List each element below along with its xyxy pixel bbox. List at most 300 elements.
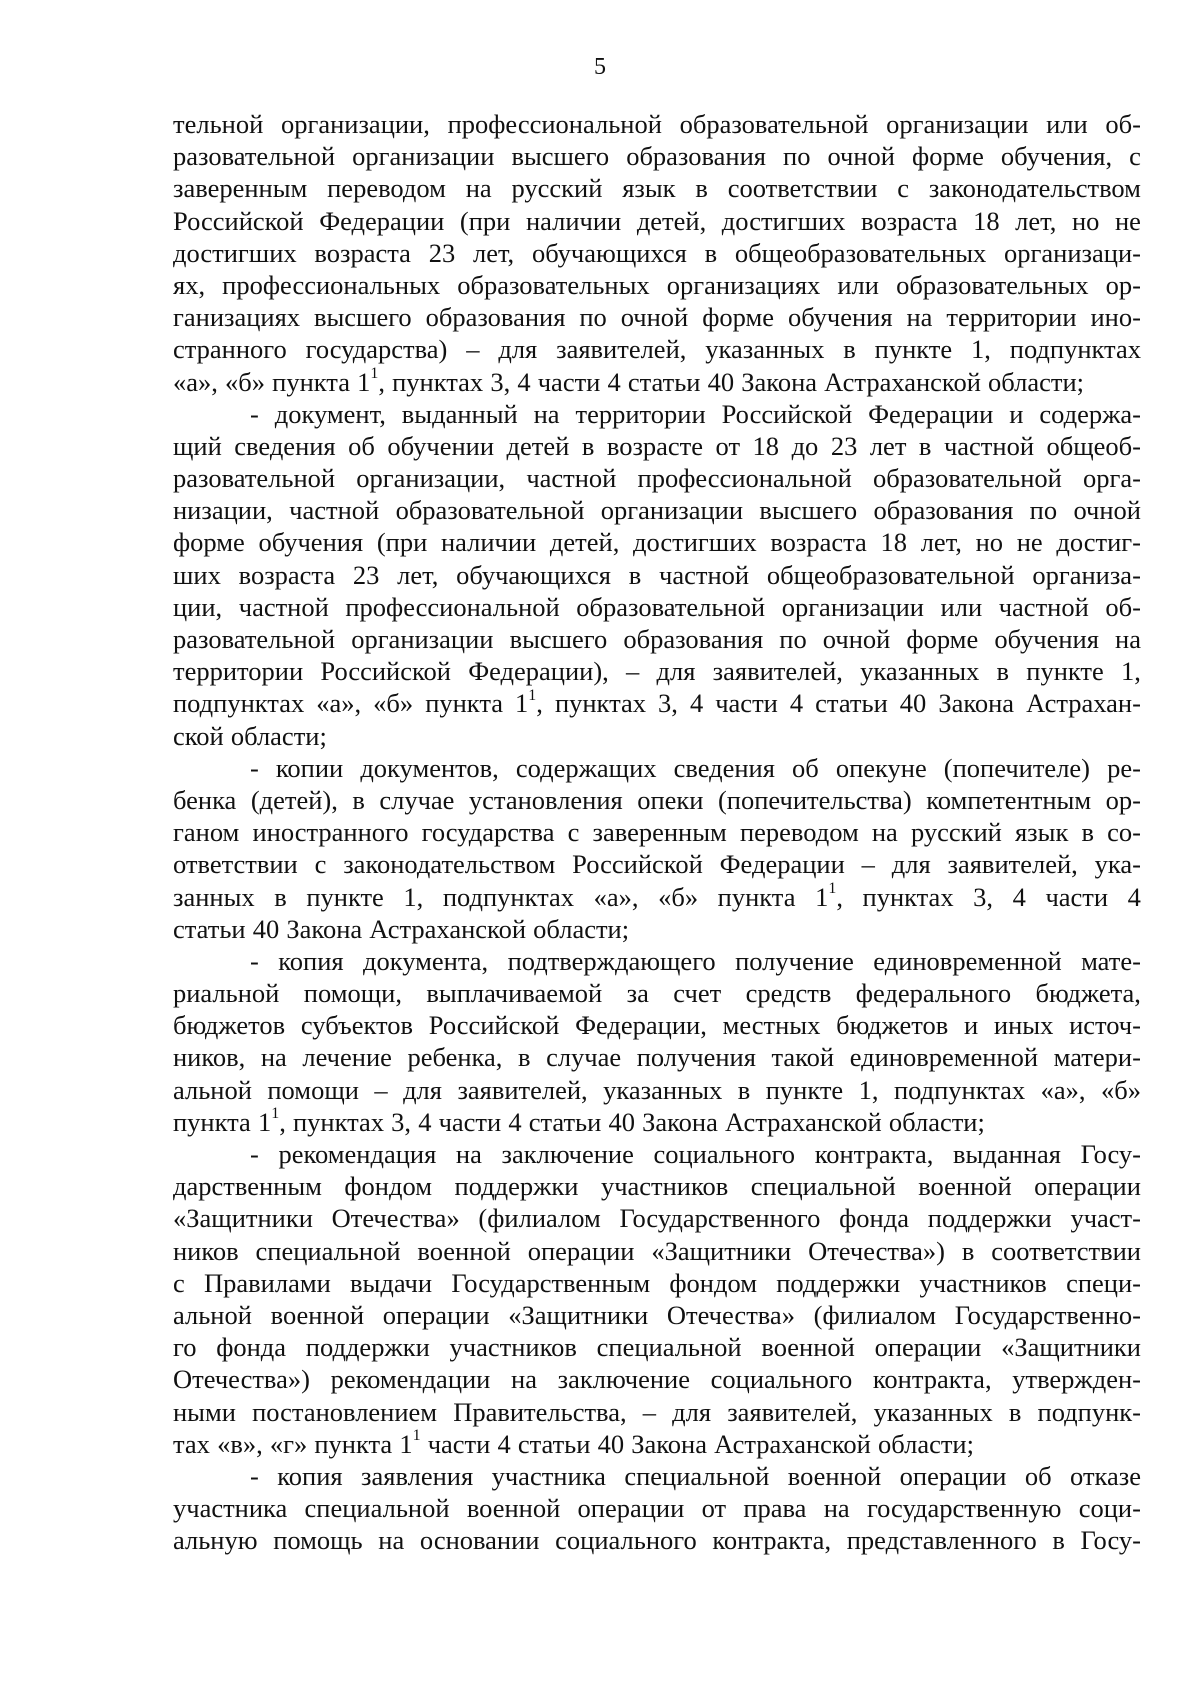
word: по xyxy=(1029,495,1058,526)
word: выдачи xyxy=(350,1267,433,1298)
word: документ, xyxy=(274,398,386,429)
word: на xyxy=(455,1139,482,1169)
word: документов, xyxy=(360,752,499,783)
word: утвержден- xyxy=(1012,1364,1141,1395)
word: отказе xyxy=(1070,1460,1141,1491)
word: в xyxy=(517,1042,531,1073)
word: организаци- xyxy=(1004,237,1141,268)
word: альной xyxy=(173,1074,252,1105)
word: 3, xyxy=(490,366,511,397)
text-line xyxy=(173,623,1141,655)
word: наличии xyxy=(525,205,622,236)
text-line xyxy=(173,1492,1141,1524)
word: образовательных xyxy=(457,269,650,300)
word: высшего xyxy=(509,624,608,654)
text-line xyxy=(173,494,1141,526)
word: частной xyxy=(943,430,1034,461)
word: части xyxy=(715,688,778,719)
word: единовременной xyxy=(849,1042,1039,1073)
word: на xyxy=(823,1493,850,1524)
text-line xyxy=(173,1138,1141,1170)
word: общеобразовательных xyxy=(734,237,987,268)
word: организации, xyxy=(280,109,430,139)
text-line xyxy=(173,462,1141,494)
word: Российской xyxy=(320,656,451,687)
word: альную xyxy=(173,1525,258,1556)
word: фондом xyxy=(669,1267,757,1298)
word: Федерации, xyxy=(575,1010,707,1041)
word: (филиалом xyxy=(478,1203,601,1234)
word: Госу- xyxy=(1080,1525,1141,1556)
word: 3, xyxy=(391,1106,412,1137)
word: государства) xyxy=(305,334,448,365)
word: специ- xyxy=(1066,1267,1141,1298)
word: в xyxy=(352,784,365,815)
word: до xyxy=(791,430,819,461)
word: ников, xyxy=(173,1042,246,1073)
word: - xyxy=(250,1460,259,1491)
word: 1, xyxy=(1121,656,1141,687)
word: операции xyxy=(1034,1171,1141,1202)
word: Астраханской xyxy=(824,366,981,397)
word: пункте xyxy=(306,881,384,912)
word: ре- xyxy=(1107,752,1141,783)
word: Астраханской xyxy=(714,1428,871,1459)
word: высшего xyxy=(511,141,610,172)
word: по xyxy=(779,624,807,654)
word: для xyxy=(498,334,538,365)
word: очной xyxy=(1073,495,1141,526)
word: ука- xyxy=(1094,849,1141,880)
word: высшего xyxy=(759,495,858,526)
word: для xyxy=(403,1074,442,1105)
word: форме xyxy=(702,302,774,333)
word: очной xyxy=(822,624,891,654)
word: социального xyxy=(710,1364,853,1395)
word: «б» xyxy=(225,366,266,397)
word: возрасте xyxy=(606,430,704,461)
word: пункте xyxy=(1026,656,1104,687)
text-line xyxy=(173,108,1141,140)
word: постановлением xyxy=(252,1396,438,1427)
word: помощь xyxy=(273,1525,363,1556)
word: об xyxy=(1024,1460,1052,1491)
word: ской xyxy=(173,720,224,751)
word: «а», xyxy=(316,688,362,719)
word: пунктах xyxy=(292,1106,385,1137)
word: для xyxy=(891,849,931,880)
word: заявителей, xyxy=(457,1074,588,1105)
word: - xyxy=(250,398,259,429)
word: пунктах xyxy=(392,366,484,397)
word: «а», xyxy=(1040,1074,1086,1105)
word: указанных xyxy=(873,1396,993,1427)
word: лет, xyxy=(920,527,962,558)
text-line xyxy=(173,1428,1141,1460)
word: лет xyxy=(869,430,907,461)
word: опеки xyxy=(637,784,704,815)
word: копия xyxy=(278,945,344,976)
word: (при xyxy=(376,527,428,558)
word: разовательной xyxy=(173,141,336,172)
word: 4 xyxy=(689,688,704,719)
word: об- xyxy=(1105,591,1141,622)
word: – xyxy=(861,849,875,880)
word: но xyxy=(975,527,1004,558)
word: заключение xyxy=(501,1139,634,1169)
word: документа, xyxy=(363,945,489,976)
word: указанных xyxy=(603,1074,723,1105)
word: орга- xyxy=(1082,463,1141,494)
word: подпунктах xyxy=(442,881,575,912)
word: лет, xyxy=(472,237,515,268)
word: Госу- xyxy=(1080,1139,1141,1169)
word: заявления xyxy=(361,1460,474,1491)
text-line xyxy=(173,269,1141,301)
word: с xyxy=(567,817,580,848)
word: организации, xyxy=(356,463,506,494)
word: разовательной xyxy=(173,463,336,494)
word: обучения xyxy=(994,624,1099,654)
word: Правилами xyxy=(204,1267,331,1298)
word: ор- xyxy=(1105,784,1141,815)
word: «Защитники xyxy=(651,1235,792,1266)
word: фондом xyxy=(344,1171,432,1202)
word: заверенным xyxy=(173,173,308,204)
word: соци- xyxy=(1078,1493,1141,1524)
text-line xyxy=(173,205,1141,237)
word: тельной xyxy=(173,109,264,139)
word: детей, xyxy=(549,527,620,558)
word: участников xyxy=(919,1267,1047,1298)
word: ции, xyxy=(173,591,223,622)
word: тах xyxy=(173,1428,210,1459)
word: русский xyxy=(910,817,1002,848)
word: пункте xyxy=(874,334,953,365)
word: области; xyxy=(878,1428,974,1459)
word: пункта xyxy=(314,1428,393,1459)
word: Российской xyxy=(428,1010,560,1041)
word: профессиональной xyxy=(447,109,662,139)
word: государственную xyxy=(866,1493,1062,1524)
word: фонда xyxy=(216,1332,287,1363)
word: достигших xyxy=(721,205,846,236)
word: Российской xyxy=(721,398,853,429)
word: бюджетов xyxy=(836,1010,949,1041)
word: поддержки xyxy=(776,1267,901,1298)
word: образовательной xyxy=(576,591,766,622)
word: возраста xyxy=(314,237,411,268)
word: специальной xyxy=(750,1171,896,1202)
word: достигших xyxy=(173,237,297,268)
word: подпунктах xyxy=(893,1074,1026,1105)
word: профессиональной xyxy=(637,463,852,494)
word: подтверждающего xyxy=(507,945,716,976)
word: выданный xyxy=(401,398,518,429)
word: заявителей, xyxy=(947,849,1078,880)
word: организации xyxy=(781,591,924,622)
word: участников xyxy=(449,1332,577,1363)
word: 40 xyxy=(252,913,280,944)
word: Отечества» xyxy=(666,1299,795,1330)
word: – xyxy=(466,334,480,365)
text-line xyxy=(173,1202,1141,1234)
word: социального xyxy=(555,1525,697,1556)
word: или xyxy=(837,269,879,300)
word: не xyxy=(1016,527,1043,558)
word: 18 xyxy=(752,430,780,461)
word: общеобразовательной xyxy=(766,559,1015,590)
word: области; xyxy=(888,1106,985,1137)
word: Отечества») xyxy=(173,1364,310,1395)
word: лет, xyxy=(1015,205,1057,236)
word: случае xyxy=(379,784,455,815)
page-number: 5 xyxy=(594,54,606,80)
word: специальной xyxy=(624,1460,770,1491)
word: федерального xyxy=(855,978,1012,1009)
text-line xyxy=(173,945,1141,977)
text-line xyxy=(173,301,1141,333)
word: Отечества») xyxy=(808,1235,945,1266)
word: 3, xyxy=(658,688,678,719)
word: Астраханской xyxy=(369,913,527,944)
word: организации xyxy=(352,141,495,172)
word: с xyxy=(314,849,327,880)
text-line xyxy=(173,1267,1141,1299)
word: переводом xyxy=(327,173,446,204)
word: частной xyxy=(659,559,750,590)
text-line xyxy=(173,1009,1141,1041)
text-line xyxy=(173,1106,1141,1138)
word: статьи xyxy=(528,1106,602,1137)
word: военной xyxy=(466,1493,561,1524)
word: указанных xyxy=(860,656,980,687)
word: 23 xyxy=(352,559,380,590)
word: или xyxy=(1046,109,1088,139)
word: 40 xyxy=(707,366,735,397)
word: в xyxy=(996,656,1010,687)
word: частной xyxy=(526,463,617,494)
word: организациях xyxy=(666,269,821,300)
word: ях, xyxy=(173,269,206,300)
word: - xyxy=(250,945,259,976)
word: 4 xyxy=(1127,881,1141,912)
word: в xyxy=(628,559,642,590)
word: Государственным xyxy=(451,1267,651,1298)
word: «а», xyxy=(593,881,639,912)
word: в xyxy=(843,334,856,365)
word: (при xyxy=(459,205,511,236)
word: установления xyxy=(468,784,623,815)
text-line xyxy=(173,333,1141,365)
word: но xyxy=(1071,205,1100,236)
word: об xyxy=(792,752,819,783)
word: Государственного xyxy=(619,1203,821,1234)
text-line xyxy=(173,1363,1141,1395)
word: в xyxy=(1052,1525,1065,1556)
word: в xyxy=(737,1074,751,1105)
word: заверенным xyxy=(592,817,727,848)
word: низации, xyxy=(173,495,273,526)
word: Правительства, xyxy=(453,1396,627,1427)
word: государства xyxy=(421,817,555,848)
word: Федерации xyxy=(868,398,994,429)
word: на xyxy=(533,398,560,429)
word: компетентным xyxy=(926,784,1092,815)
word: законодательством xyxy=(343,849,556,880)
text-line xyxy=(173,1170,1141,1202)
word: области; xyxy=(230,720,327,751)
word: очной xyxy=(620,302,689,333)
word: бюджетов xyxy=(173,1010,286,1041)
word: представленного xyxy=(846,1525,1037,1556)
text-line xyxy=(173,172,1141,204)
word: Закона xyxy=(631,1428,707,1459)
word: и xyxy=(1009,398,1024,429)
word: рекомендации xyxy=(330,1364,491,1395)
word: и xyxy=(963,1010,979,1041)
word: содержащих xyxy=(515,752,657,783)
word: с xyxy=(1129,141,1141,172)
word: 4 xyxy=(497,1428,511,1459)
word: территории xyxy=(946,302,1077,333)
text-line xyxy=(173,1396,1141,1428)
word: ганизациях xyxy=(173,302,301,333)
word: частной xyxy=(289,495,380,526)
word: форме xyxy=(912,141,984,172)
word: Астраханской xyxy=(725,1106,882,1137)
word: с xyxy=(897,173,910,204)
word: в xyxy=(918,430,932,461)
word: участ- xyxy=(1070,1203,1141,1234)
word: единовременной xyxy=(873,945,1062,976)
word: пункта xyxy=(272,366,350,397)
word: образования xyxy=(623,624,764,654)
word: лечение xyxy=(302,1042,392,1073)
word: Закона xyxy=(286,913,363,944)
word: 40 xyxy=(597,1428,625,1459)
word: субъектов xyxy=(300,1010,413,1041)
word: очной xyxy=(827,141,895,172)
word: детей xyxy=(506,430,570,461)
word: частной xyxy=(998,591,1089,622)
word: разовательной xyxy=(173,624,336,654)
word: образования xyxy=(626,141,766,172)
word: достигших xyxy=(633,527,757,558)
word: статьи xyxy=(173,913,246,944)
word: специальной xyxy=(255,1235,401,1266)
word: язык xyxy=(622,173,676,204)
word: ответствии xyxy=(173,849,298,880)
word: организации xyxy=(351,624,494,654)
word: обучения xyxy=(787,302,893,333)
text-line xyxy=(173,140,1141,172)
word: операции xyxy=(577,1493,685,1524)
word: ших xyxy=(173,559,221,590)
word: части xyxy=(1045,881,1109,912)
word: поддержки xyxy=(927,1203,1052,1234)
word: ганом xyxy=(173,817,240,848)
word: (попечителе) xyxy=(943,752,1090,783)
word: язык xyxy=(1014,817,1069,848)
word: бюджета, xyxy=(1035,978,1141,1009)
word: пунктах xyxy=(862,881,954,912)
word: организации xyxy=(600,495,744,526)
word: частной xyxy=(238,591,329,622)
word: 4 xyxy=(607,366,621,397)
word: заключение xyxy=(557,1364,690,1395)
word: в xyxy=(274,881,287,912)
word: лет, xyxy=(397,559,439,590)
word: опекуне xyxy=(835,752,927,783)
word: права xyxy=(743,1493,807,1524)
word: на xyxy=(465,173,492,204)
word: выплачиваемой xyxy=(426,978,603,1009)
word: Федерации), xyxy=(468,656,609,687)
word: Федерации xyxy=(719,849,845,880)
word: части xyxy=(438,1106,502,1137)
text-line xyxy=(173,237,1141,269)
word: матери- xyxy=(1053,1042,1141,1073)
word: 23 xyxy=(428,237,456,268)
word: копии xyxy=(275,752,344,783)
word: обучающихся xyxy=(531,237,687,268)
word: участника xyxy=(173,1493,288,1524)
word: 23 xyxy=(830,430,858,461)
word: альной xyxy=(173,1299,252,1330)
word: «г» xyxy=(269,1428,308,1459)
word: заявителей, xyxy=(712,656,843,687)
word: от xyxy=(701,1493,727,1524)
text-line xyxy=(173,398,1141,430)
word: на xyxy=(871,817,898,848)
word: пункте xyxy=(765,1074,844,1105)
word: военной xyxy=(761,1332,855,1363)
word: возраста xyxy=(770,527,867,558)
word: военной xyxy=(787,1460,882,1491)
word: контракта, xyxy=(872,1364,992,1395)
word: общеоб- xyxy=(1046,430,1141,461)
word: статьи xyxy=(627,366,701,397)
word: специальной xyxy=(304,1493,450,1524)
word: щий xyxy=(173,430,222,461)
word: области; xyxy=(988,366,1084,397)
text-line xyxy=(173,655,1141,687)
word: странного xyxy=(173,334,287,365)
word: операции xyxy=(899,1460,1007,1491)
word: Федерации xyxy=(319,205,445,236)
word: образования xyxy=(425,302,566,333)
text-line xyxy=(173,913,1141,945)
word: на xyxy=(260,1042,287,1073)
word: «а», xyxy=(173,366,218,397)
word: 4 xyxy=(789,688,804,719)
word: подпунктах xyxy=(173,688,305,719)
word: или xyxy=(940,591,983,622)
word: Российской xyxy=(173,205,304,236)
word: получение xyxy=(735,945,854,976)
word: обучающихся xyxy=(456,559,611,590)
word: военной xyxy=(270,1299,365,1330)
word: на xyxy=(1115,624,1141,654)
word: 40 xyxy=(899,688,927,719)
word: – xyxy=(374,1074,388,1105)
word: $1^1$, xyxy=(515,686,543,719)
word: «б» xyxy=(658,881,699,912)
word: 1, xyxy=(971,334,991,365)
word: 4 xyxy=(1012,881,1026,912)
word: возраста xyxy=(861,205,958,236)
